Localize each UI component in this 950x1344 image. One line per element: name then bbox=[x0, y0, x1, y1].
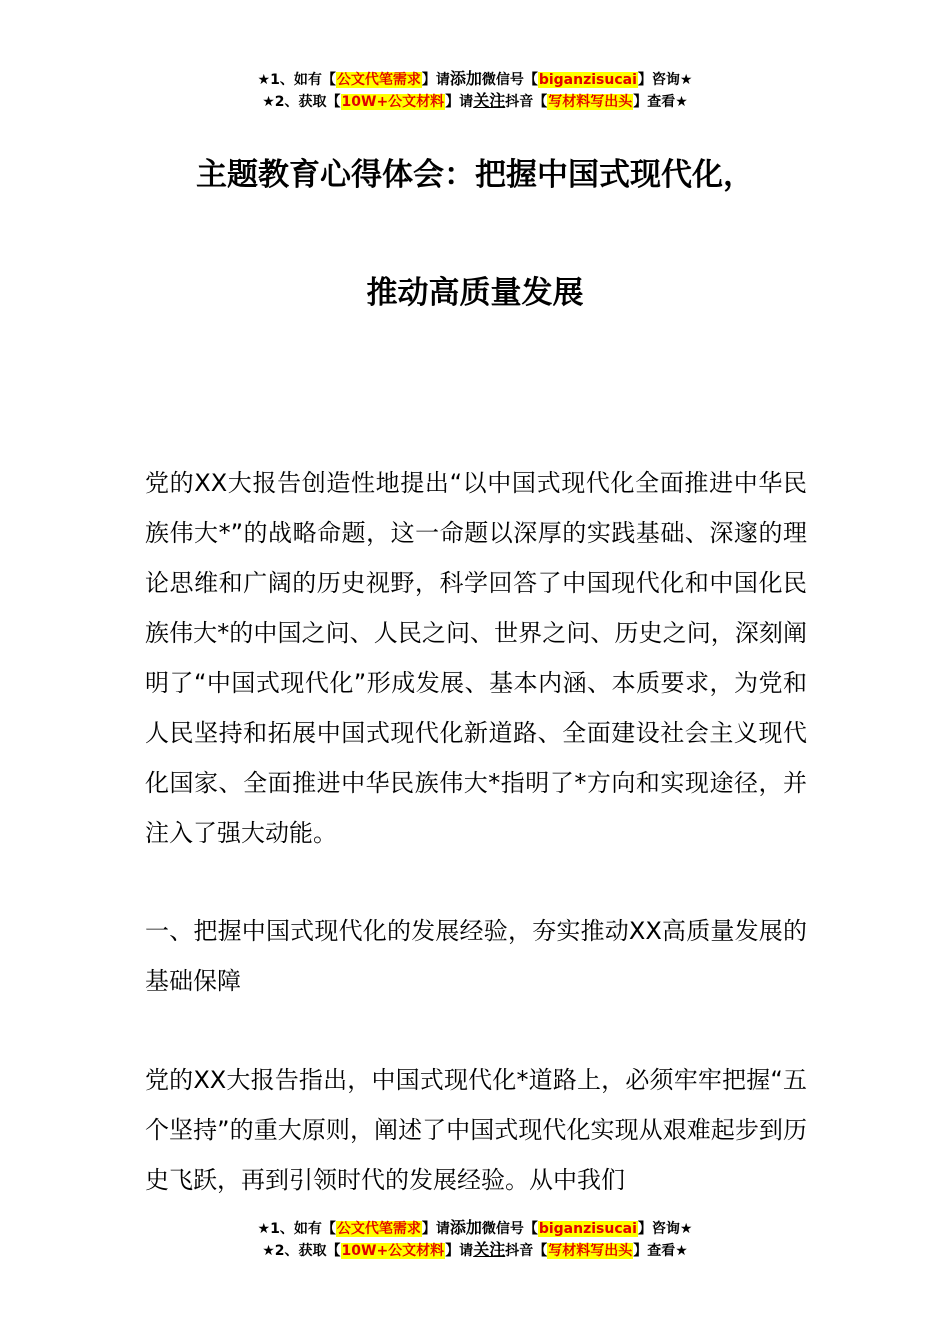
banner-line-1 bbox=[0, 1217, 950, 1239]
section-heading-1: 一、把握中国式现代化的发展经验，夯实推动XX高质量发展的基础保障 bbox=[145, 917, 807, 995]
highlight-service: 公文代笔需求 bbox=[336, 1221, 421, 1237]
banner-emphasis: 添加 bbox=[449, 1218, 482, 1237]
banner-text: 】请 bbox=[421, 1221, 450, 1237]
banner-text: 】请 bbox=[445, 1243, 474, 1259]
banner-line-2 bbox=[0, 90, 950, 112]
banner-text: 】查看★ bbox=[633, 94, 688, 110]
banner-emphasis: 关注 bbox=[473, 1240, 506, 1259]
banner-emphasis: 关注 bbox=[473, 91, 506, 110]
banner-text: ★1、如有【 bbox=[257, 1221, 336, 1237]
banner-text: ★2、获取【 bbox=[262, 94, 341, 110]
banner-text: 】请 bbox=[445, 94, 474, 110]
banner-text: 抖音【 bbox=[505, 1243, 548, 1259]
banner-text: 】查看★ bbox=[633, 1243, 688, 1259]
highlight-materials: 10W+公文材料 bbox=[341, 1243, 445, 1259]
bottom-banner bbox=[0, 1217, 950, 1261]
banner-line-2 bbox=[0, 1239, 950, 1261]
banner-text: 】请 bbox=[421, 72, 450, 88]
document-title-line-2: 推动高质量发展 bbox=[366, 275, 584, 311]
banner-text: ★2、获取【 bbox=[262, 1243, 341, 1259]
document-title-line-1: 主题教育心得体会：把握中国式现代化， bbox=[196, 157, 754, 193]
banner-text: 】咨询★ bbox=[637, 72, 693, 88]
body-paragraph-1: 党的XX大报告创造性地提出“以中国式现代化全面推进中华民族伟大*”的战略命题，这一命题以深厚的实践基础、深邃的理论思维和广阔的历史视野，科学回答了中国现代化和中国化民族伟大*的中国之问、人民之问、世界之问、历史之问，深刻阐明了“中国式现代化”形成发展、基本内涵、本质要求，为党和人民坚持和拓展中国式现代化新道路、全面建设社会主义现代化国家、全面推进中华民族伟大*指明了*方向和实现途径，并注入了强大动能。 bbox=[145, 469, 807, 847]
highlight-service: 公文代笔需求 bbox=[336, 72, 421, 88]
banner-text: 】咨询★ bbox=[637, 1221, 693, 1237]
highlight-douyin-account: 写材料写出头 bbox=[548, 1243, 633, 1259]
highlight-materials: 10W+公文材料 bbox=[341, 94, 445, 110]
highlight-wechat-id: biganzisucai bbox=[538, 72, 637, 88]
banner-emphasis: 添加 bbox=[449, 69, 482, 88]
banner-text: ★1、如有【 bbox=[257, 72, 336, 88]
banner-text: 微信号【 bbox=[481, 1221, 538, 1237]
highlight-wechat-id: biganzisucai bbox=[538, 1221, 637, 1237]
banner-line-1 bbox=[0, 68, 950, 90]
banner-text: 抖音【 bbox=[505, 94, 548, 110]
highlight-douyin-account: 写材料写出头 bbox=[548, 94, 633, 110]
banner-text: 微信号【 bbox=[481, 72, 538, 88]
body-paragraph-2: 党的XX大报告指出，中国式现代化*道路上，必须牢牢把握“五个坚持”的重大原则，阐述了中国式现代化实现从艰难起步到历史飞跃，再到引领时代的发展经验。从中我们 bbox=[145, 1066, 807, 1194]
top-banner bbox=[0, 68, 950, 112]
